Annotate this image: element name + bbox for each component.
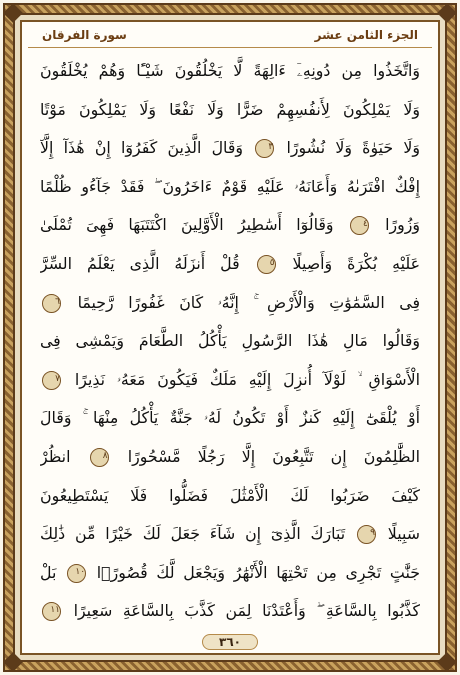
text-line [40, 206, 420, 245]
ayah-number-marker: ٦ [42, 294, 61, 313]
ayah-number-marker: ١١ [42, 602, 61, 621]
text-line [40, 399, 420, 438]
text-line [40, 592, 420, 631]
surah-label: سورة الفرقان [42, 28, 127, 42]
text-line [40, 361, 420, 400]
verse-text: بَلْ [40, 562, 57, 582]
ayah-number-marker: ١٠ [67, 564, 86, 583]
verse-text: انظُرْ [40, 446, 71, 466]
verse-text: أَوْ يُلْقَىٰٓ إِلَيْهِ كَنزٌ أَوْ تَكُونُ لَهُۥ جَنَّةٌ يَأْكُلُ مِنْهَا ۚ وَقَالَ [40, 408, 420, 428]
verse-text: إِفْكٌ افْتَرَىٰهُ وَأَعَانَهُۥ عَلَيْهِ قَوْمٌ ءَاخَرُونَ ۖ فَقَدْ جَآءُو ظُلْمًا [40, 176, 420, 196]
page-footer [0, 633, 460, 651]
verse-text: وَلَا يَمْلِكُونَ لِأَنفُسِهِمْ ضَرًّا وَلَا نَفْعًا وَلَا يَمْلِكُونَ مَوْتًا [40, 99, 420, 119]
verse-text: كَيْفَ ضَرَبُوا لَكَ الْأَمْثَٰلَ فَضَلُّوا فَلَا يَسْتَطِيعُونَ [40, 485, 420, 505]
verse-text: وَقَالُوا مَالِ هَٰذَا الرَّسُولِ يَأْكُلُ الطَّعَامَ وَيَمْشِى فِى [40, 331, 420, 351]
text-line [40, 515, 420, 554]
verse-text: عَلَيْهِ بُكْرَةً وَأَصِيلًا [292, 253, 420, 273]
text-line [40, 322, 420, 361]
text-line [40, 245, 420, 284]
text-line [40, 554, 420, 593]
verse-text: وَلَا حَيَوٰةً وَلَا نُشُورًا [286, 138, 420, 158]
verse-text: تَبَارَكَ الَّذِىٓ إِن شَآءَ جَعَلَ لَكَ خَيْرًا مِّن ذَٰلِكَ [40, 524, 346, 544]
verse-text: وَزُورًا [385, 215, 420, 235]
verse-text: كَذَّبُوا بِالسَّاعَةِ ۖ وَأَعْتَدْنَا لِمَن كَذَّبَ بِالسَّاعَةِ سَعِيرًا [73, 601, 420, 621]
text-line [40, 284, 420, 323]
page-header [34, 24, 426, 46]
verse-text: قُلْ أَنزَلَهُ الَّذِى يَعْلَمُ السِّرَّ [40, 253, 240, 273]
ayah-number-marker: ٧ [42, 371, 61, 390]
page-number: ٣٦٠ [202, 634, 258, 650]
text-line [40, 91, 420, 130]
verse-text: سَبِيلًا [387, 524, 420, 544]
ayah-number-marker: ٥ [257, 255, 276, 274]
ayah-number-marker: ٨ [90, 448, 109, 467]
verse-text: وَقَالَ الَّذِينَ كَفَرُوٓا إِنْ هَٰذَآ إِلَّآ [40, 138, 244, 158]
text-line [40, 477, 420, 516]
juz-label: الجزء الثامن عشر [314, 28, 418, 42]
quran-text-body [40, 52, 420, 631]
text-line [40, 129, 420, 168]
verse-text: جَنَّٰتٍ تَجْرِى مِن تَحْتِهَا الْأَنْهَٰرُ وَيَجْعَل لَّكَ قُصُورًۢا [96, 562, 420, 582]
verse-text: وَاتَّخَذُوا مِن دُونِهِۦٓ ءَالِهَةً لَّا يَخْلُقُونَ شَيْـًٔا وَهُمْ يُخْلَقُونَ [40, 61, 420, 80]
verse-text: فِى السَّمَٰوَٰتِ وَالْأَرْضِ ۚ إِنَّهُۥ كَانَ غَفُورًا رَّحِيمًا [77, 292, 420, 312]
ayah-number-marker: ٩ [357, 525, 376, 544]
ayah-number-marker: ٤ [350, 216, 369, 235]
header-divider [28, 47, 432, 48]
verse-text: وَقَالُوٓا أَسَٰطِيرُ الْأَوَّلِينَ اكْتَتَبَهَا فَهِىَ تُمْلَىٰ [40, 215, 334, 235]
text-line [40, 52, 420, 91]
verse-text: الْأَسْوَاقِ ۙ لَوْلَآ أُنزِلَ إِلَيْهِ مَلَكٌ فَيَكُونَ مَعَهُۥ نَذِيرًا [74, 369, 420, 389]
ayah-number-marker: ٣ [255, 139, 274, 158]
verse-text: الظَّٰلِمُونَ إِن تَتَّبِعُونَ إِلَّا رَجُلًا مَّسْحُورًا [127, 446, 420, 466]
text-line [40, 438, 420, 477]
text-line [40, 168, 420, 207]
